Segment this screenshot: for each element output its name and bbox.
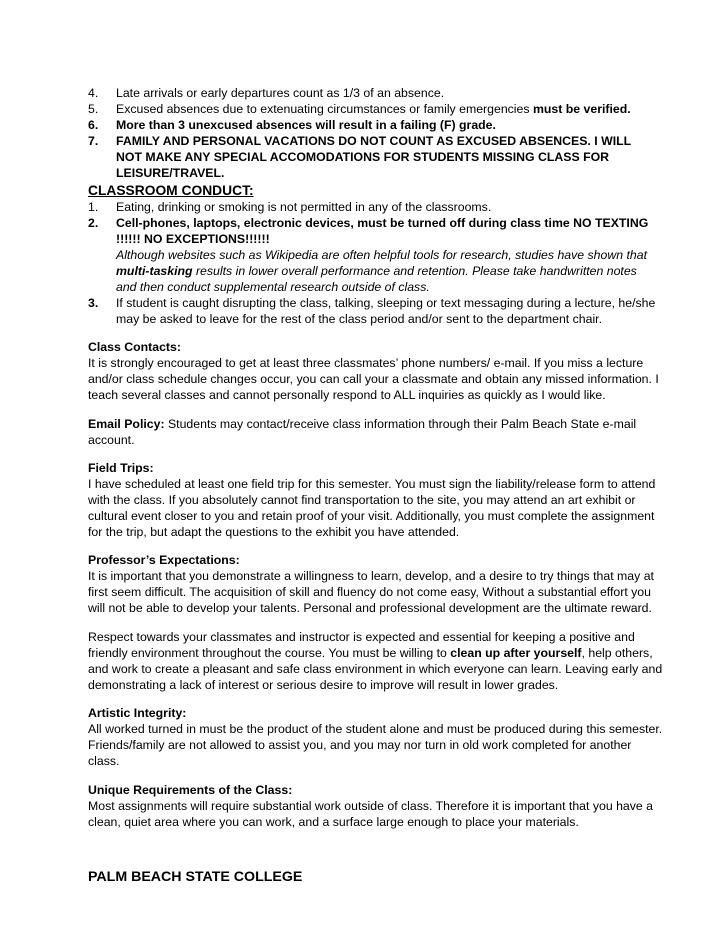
list-number: 7. xyxy=(88,134,99,148)
list-number: 6. xyxy=(88,118,99,132)
list-number: 3. xyxy=(88,296,99,310)
paragraph-line: for the trip, but adapt the questions to the exhibit you have attended. xyxy=(88,525,460,539)
paragraph-line: All worked turned in must be the product of the student alone and must be produced during this semester. xyxy=(88,722,663,736)
paragraph-line: and/or class schedule changes occur, you can call your a classmate and obtain any missed information. I xyxy=(88,372,659,386)
class-contacts-heading: Class Contacts: xyxy=(88,340,181,354)
paragraph-line: Friends/family are not allowed to assist you, and you may nor turn in old work completed for another xyxy=(88,738,632,752)
list-item-line: FAMILY AND PERSONAL VACATIONS DO NOT COUNT AS EXCUSED ABSENCES. I WILL xyxy=(116,134,632,148)
paragraph-line: with the class. If you absolutely cannot find transportation to the site, you may attend an art exhibit or xyxy=(88,493,636,507)
list-item-line: may be asked to leave for the rest of the class period and/or sent to the department chair. xyxy=(116,312,603,326)
paragraph-line: and work to create a pleasant and safe class environment in which everyone can learn. Leaving early and xyxy=(88,662,663,676)
list-number: 5. xyxy=(88,102,99,116)
list-number: 1. xyxy=(88,200,99,214)
field-trips-heading: Field Trips: xyxy=(88,461,154,475)
list-item-line: Cell-phones, laptops, electronic devices, must be turned off during class time NO TEXTING xyxy=(116,216,649,230)
paragraph-line: It is strongly encouraged to get at least three classmates’ phone numbers/ e-mail. If you miss a lecture xyxy=(88,356,644,370)
paragraph-line: It is important that you demonstrate a willingness to learn, develop, and a desire to try things that may at xyxy=(88,569,654,583)
paragraph-line: first seem difficult. The acquisition of skill and fluency do not come easy, Without a substantial effort you xyxy=(88,585,651,599)
paragraph-line: will not be able to develop your talents. Personal and professional development are the ultimate reward. xyxy=(88,601,652,615)
classroom-conduct-heading: CLASSROOM CONDUCT: xyxy=(88,183,254,198)
paragraph-line: friendly environment throughout the course. You must be willing to clean up after yourself, help others, xyxy=(88,646,653,660)
list-item-line: Although websites such as Wikipedia are often helpful tools for research, studies have shown that xyxy=(116,248,648,262)
list-item-line: LEISURE/TRAVEL. xyxy=(116,166,225,180)
paragraph-line: I have scheduled at least one field trip for this semester. You must sign the liability/release form to attend xyxy=(88,477,656,491)
college-title: PALM BEACH STATE COLLEGE xyxy=(88,869,303,885)
unique-requirements-heading: Unique Requirements of the Class: xyxy=(88,783,293,797)
paragraph-line: cultural event closer to you and retain proof of your visit. Additionally, you must complete the assignment xyxy=(88,509,655,523)
list-number: 4. xyxy=(88,86,99,100)
list-item-line: NOT MAKE ANY SPECIAL ACCOMODATIONS FOR STUDENTS MISSING CLASS FOR xyxy=(116,150,610,164)
paragraph-line: Respect towards your classmates and instructor is expected and essential for keeping a positive and xyxy=(88,630,635,644)
list-item: Eating, drinking or smoking is not permitted in any of the classrooms. xyxy=(116,200,492,214)
list-item-line: !!!!!! NO EXCEPTIONS!!!!!! xyxy=(116,232,270,246)
list-item: Late arrivals or early departures count as 1/3 of an absence. xyxy=(116,86,445,100)
email-policy-paragraph: Email Policy: Students may contact/receive class information through their Palm Beach State e-mail xyxy=(88,417,637,431)
list-item-line: and then conduct supplemental research outside of class. xyxy=(116,280,430,294)
paragraph-line: account. xyxy=(88,433,135,447)
paragraph-line: teach several classes and cannot personally respond to ALL inquiries as quickly as I would like. xyxy=(88,388,606,402)
list-item-line: If student is caught disrupting the class, talking, sleeping or text messaging during a lecture, he/she xyxy=(116,296,656,310)
paragraph-line: demonstrating a lack of interest or serious desire to improve will result in lower grades. xyxy=(88,678,559,692)
list-number: 2. xyxy=(88,216,99,230)
list-item: More than 3 unexcused absences will result in a failing (F) grade. xyxy=(116,118,496,132)
paragraph-line: Most assignments will require substantial work outside of class. Therefore it is important that you have a xyxy=(88,799,654,813)
paragraph-line: class. xyxy=(88,754,120,768)
paragraph-line: clean, quiet area where you can work, and a surface large enough to place your materials. xyxy=(88,815,579,829)
list-item-line: multi-tasking results in lower overall performance and retention. Please take handwritten notes xyxy=(116,264,637,278)
artistic-integrity-heading: Artistic Integrity: xyxy=(88,706,187,720)
email-policy-label: Email Policy: xyxy=(88,417,165,431)
list-item: Excused absences due to extenuating circumstances or family emergencies must be verified. xyxy=(116,102,631,116)
expectations-heading: Professor’s Expectations: xyxy=(88,553,240,567)
